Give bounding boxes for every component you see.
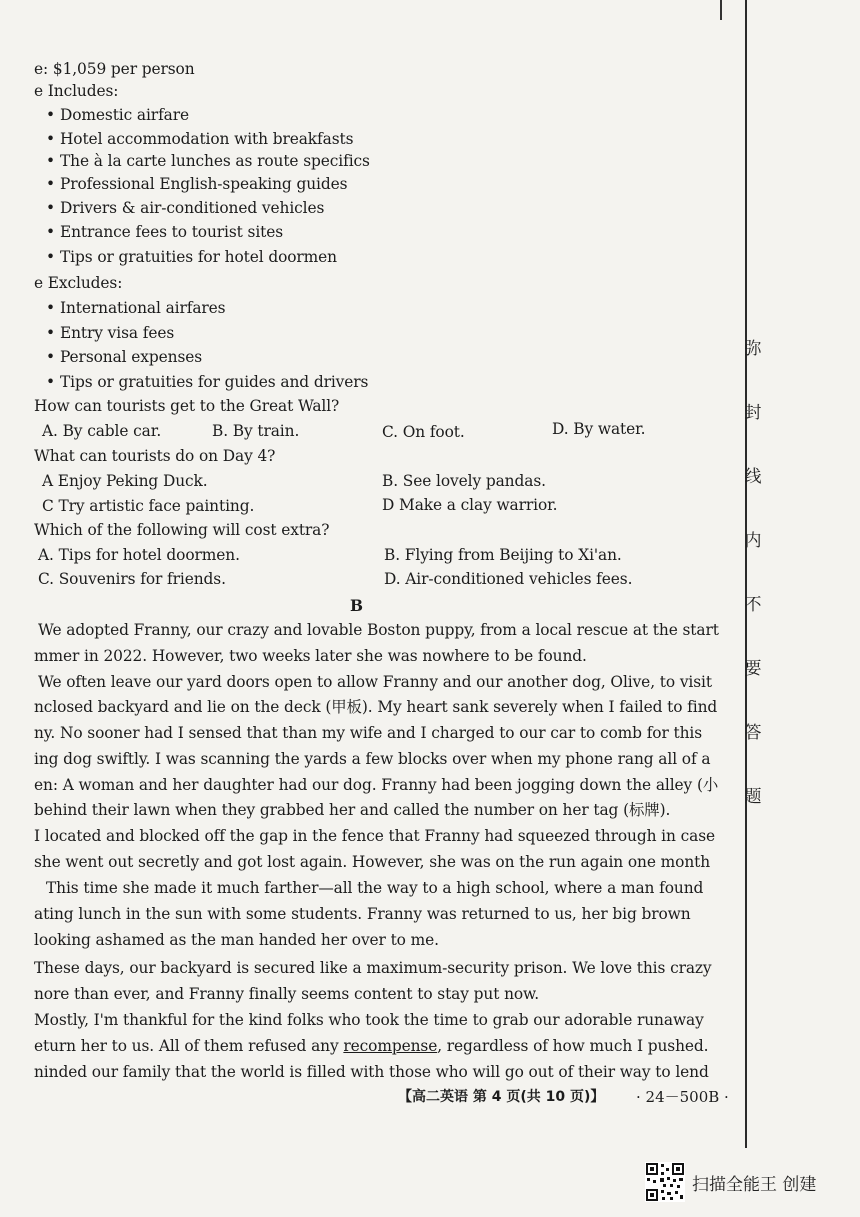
seal-char: 封 (744, 403, 762, 423)
passage-line: ninded our family that the world is filled with those who will go out of their way to lend (34, 1063, 709, 1081)
seal-char: 不 (744, 595, 762, 615)
includes-heading: e Includes: (34, 82, 119, 100)
passage-line: These days, our backyard is secured like a maximum-security prison. We love this crazy (34, 959, 712, 977)
question-option: A Enjoy Peking Duck. (42, 472, 208, 490)
excludes-item: • Tips or gratuities for guides and drivers (46, 372, 368, 392)
question-option: B. See lovely pandas. (382, 472, 546, 490)
question-option: D. By water. (552, 420, 646, 438)
passage-line: mmer in 2022. However, two weeks later she was nowhere to be found. (34, 647, 587, 665)
passage-line-head: eturn her to us. All of them refused any (34, 1037, 344, 1055)
watermark-text: 扫描全能王 创建 (692, 1175, 817, 1195)
passage-line: en: A woman and her daughter had our dog. Franny had been jogging down the alley (小 (34, 776, 719, 794)
includes-item: • Professional English-speaking guides (46, 174, 347, 194)
question-stem: What can tourists do on Day 4? (34, 447, 276, 465)
passage-line: We adopted Franny, our crazy and lovable Boston puppy, from a local rescue at the start (38, 621, 719, 639)
passage-line-tail: , regardless of how much I pushed. (437, 1037, 709, 1055)
seal-char: 要 (744, 659, 762, 679)
includes-item: • Hotel accommodation with breakfasts (46, 129, 353, 149)
binding-line-top (720, 0, 722, 20)
excludes-item: • Personal expenses (46, 347, 202, 367)
footer-code: · 24－500B · (636, 1088, 729, 1106)
excludes-item: • Entry visa fees (46, 323, 174, 343)
includes-item: • Tips or gratuities for hotel doormen (46, 247, 337, 267)
includes-item: • The à la carte lunches as route specifics (46, 151, 370, 171)
qr-code-icon (645, 1162, 685, 1202)
passage-line: nclosed backyard and lie on the deck (甲板). My heart sank severely when I failed to find (34, 698, 718, 716)
passage-line (34, 1036, 708, 1056)
seal-char: 题 (744, 787, 762, 807)
passage-line: ny. No sooner had I sensed that than my wife and I charged to our car to comb for this (34, 724, 703, 742)
passage-line: nore than ever, and Franny finally seems content to stay put now. (34, 985, 540, 1003)
passage-line: I located and blocked off the gap in the fence that Franny had squeezed through in case (34, 827, 716, 845)
question-option: D. Air-conditioned vehicles fees. (384, 570, 633, 588)
question-stem: How can tourists get to the Great Wall? (34, 397, 340, 415)
question-option: A. Tips for hotel doormen. (38, 546, 240, 564)
question-option: B. By train. (212, 422, 300, 440)
excludes-heading: e Excludes: (34, 274, 123, 292)
question-stem: Which of the following will cost extra? (34, 521, 330, 539)
section-label: B (350, 597, 363, 615)
passage-line: We often leave our yard doors open to allow Franny and our another dog, Olive, to visit (38, 673, 712, 691)
question-option: A. By cable car. (42, 422, 162, 440)
seal-char: 线 (744, 467, 762, 487)
question-option: C. Souvenirs for friends. (38, 570, 226, 588)
seal-char: 弥 (744, 339, 762, 359)
footer-page-info: 【高二英语 第 4 页(共 10 页)】 (398, 1089, 605, 1105)
passage-line: ating lunch in the sun with some students. Franny was returned to us, her big brown (34, 905, 691, 923)
question-option: B. Flying from Beijing to Xi'an. (384, 546, 622, 564)
underlined-word: recompense (343, 1037, 438, 1055)
passage-line: Mostly, I'm thankful for the kind folks who took the time to grab our adorable runaway (34, 1011, 704, 1029)
question-option: D Make a clay warrior. (382, 496, 558, 514)
question-option: C Try artistic face painting. (42, 497, 255, 515)
passage-line: she went out secretly and got lost again. However, she was on the run again one month (34, 853, 711, 871)
includes-item: • Domestic airfare (46, 105, 189, 125)
seal-char: 内 (744, 531, 762, 551)
margin-seal-text (738, 338, 768, 850)
includes-item: • Entrance fees to tourist sites (46, 222, 283, 242)
includes-item: • Drivers & air-conditioned vehicles (46, 198, 324, 218)
passage-line: ing dog swiftly. I was scanning the yards a few blocks over when my phone rang all of a (34, 750, 711, 768)
passage-line: This time she made it much farther—all the way to a high school, where a man found (46, 879, 704, 897)
question-option: C. On foot. (382, 423, 465, 441)
passage-line: looking ashamed as the man handed her over to me. (34, 931, 439, 949)
excludes-item: • International airfares (46, 298, 225, 318)
seal-char: 答 (744, 723, 762, 743)
passage-line: behind their lawn when they grabbed her and called the number on her tag (标牌). (34, 801, 671, 819)
price-line: e: $1,059 per person (34, 60, 195, 78)
